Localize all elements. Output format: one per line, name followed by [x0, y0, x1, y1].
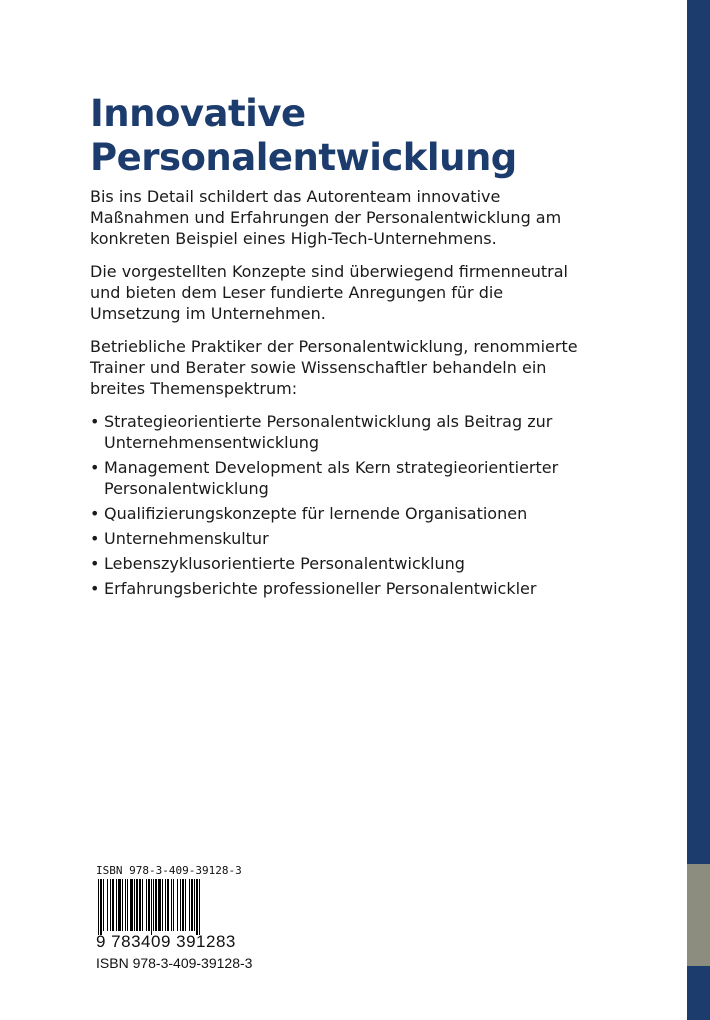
barcode-bar	[199, 879, 200, 935]
barcode-bar	[118, 879, 121, 931]
barcode-bar	[185, 879, 186, 931]
barcode-bar	[98, 879, 99, 935]
barcode-bar	[100, 879, 102, 935]
barcode-bar	[167, 879, 169, 931]
topic-item: • Lebenszyklusorientierte Personalentwicklung	[90, 553, 590, 574]
barcode-bar	[191, 879, 193, 931]
isbn-label-bottom: ISBN 978-3-409-39128-3	[96, 955, 253, 971]
barcode-bar	[189, 879, 190, 931]
barcode-bar	[103, 879, 104, 931]
spine-accent-band	[687, 864, 710, 966]
topic-item: • Erfahrungsberichte professioneller Personalentwickler	[90, 578, 590, 599]
barcode-bar	[153, 879, 154, 931]
barcode-bar	[196, 879, 198, 935]
barcode-image	[96, 879, 241, 935]
blurb-paragraph-2: Die vorgestellten Konzepte sind überwiegend firmenneutral und bieten dem Leser fundierte Anregungen für die Umsetzung im Unternehmen.	[90, 262, 568, 323]
topic-item: • Management Development als Kern strategieorientierter Personalentwicklung	[90, 457, 590, 499]
topic-item: • Strategieorientierte Personalentwicklung als Beitrag zur Unternehmensentwicklung	[90, 411, 590, 453]
topic-item: • Qualifizierungskonzepte für lernende Organisationen	[90, 503, 590, 524]
topic-list	[90, 411, 590, 599]
barcode-bar	[155, 879, 157, 931]
isbn-label-top: ISBN 978-3-409-39128-3	[96, 864, 242, 877]
book-title	[90, 92, 517, 180]
barcode-bar	[165, 879, 166, 931]
barcode-bar	[122, 879, 123, 931]
barcode-bar	[180, 879, 181, 931]
barcode-bar	[136, 879, 138, 931]
barcode-bar	[194, 879, 195, 931]
barcode-bar	[146, 879, 147, 931]
topic-item: • Unternehmenskultur	[90, 528, 590, 549]
barcode-bar	[171, 879, 172, 931]
barcode-bar	[139, 879, 141, 931]
barcode-bar	[125, 879, 126, 931]
barcode-bar	[107, 879, 108, 931]
barcode-bar	[130, 879, 133, 931]
barcode-bar	[116, 879, 117, 931]
blurb-paragraph-3: Betriebliche Praktiker der Personalentwicklung, renommierte Trainer und Berater sowie Wissenschaftler behandeln ein breites Themenspektrum:	[90, 337, 578, 398]
barcode-bar	[112, 879, 114, 931]
barcode-bar	[151, 879, 152, 935]
barcode-bar	[173, 879, 174, 931]
barcode-bar	[148, 879, 150, 931]
blurb-paragraph-1: Bis ins Detail schildert das Autorenteam innovative Maßnahmen und Erfahrungen der Personalentwicklung am konkreten Beispiel eines High-Tech-Unternehmens.	[90, 187, 562, 248]
blurb	[90, 186, 590, 603]
barcode-bar	[134, 879, 135, 931]
barcode-bar	[127, 879, 128, 931]
barcode-bar	[162, 879, 163, 931]
barcode-bar	[177, 879, 178, 931]
barcode-digits: 9 783409 391283	[96, 932, 236, 951]
barcode-bar	[182, 879, 184, 931]
title-line-1: Innovative	[90, 92, 306, 135]
barcode-bar	[142, 879, 143, 931]
barcode-bar	[110, 879, 111, 931]
title-line-2: Personalentwicklung	[90, 136, 517, 179]
barcode-bar	[158, 879, 161, 931]
